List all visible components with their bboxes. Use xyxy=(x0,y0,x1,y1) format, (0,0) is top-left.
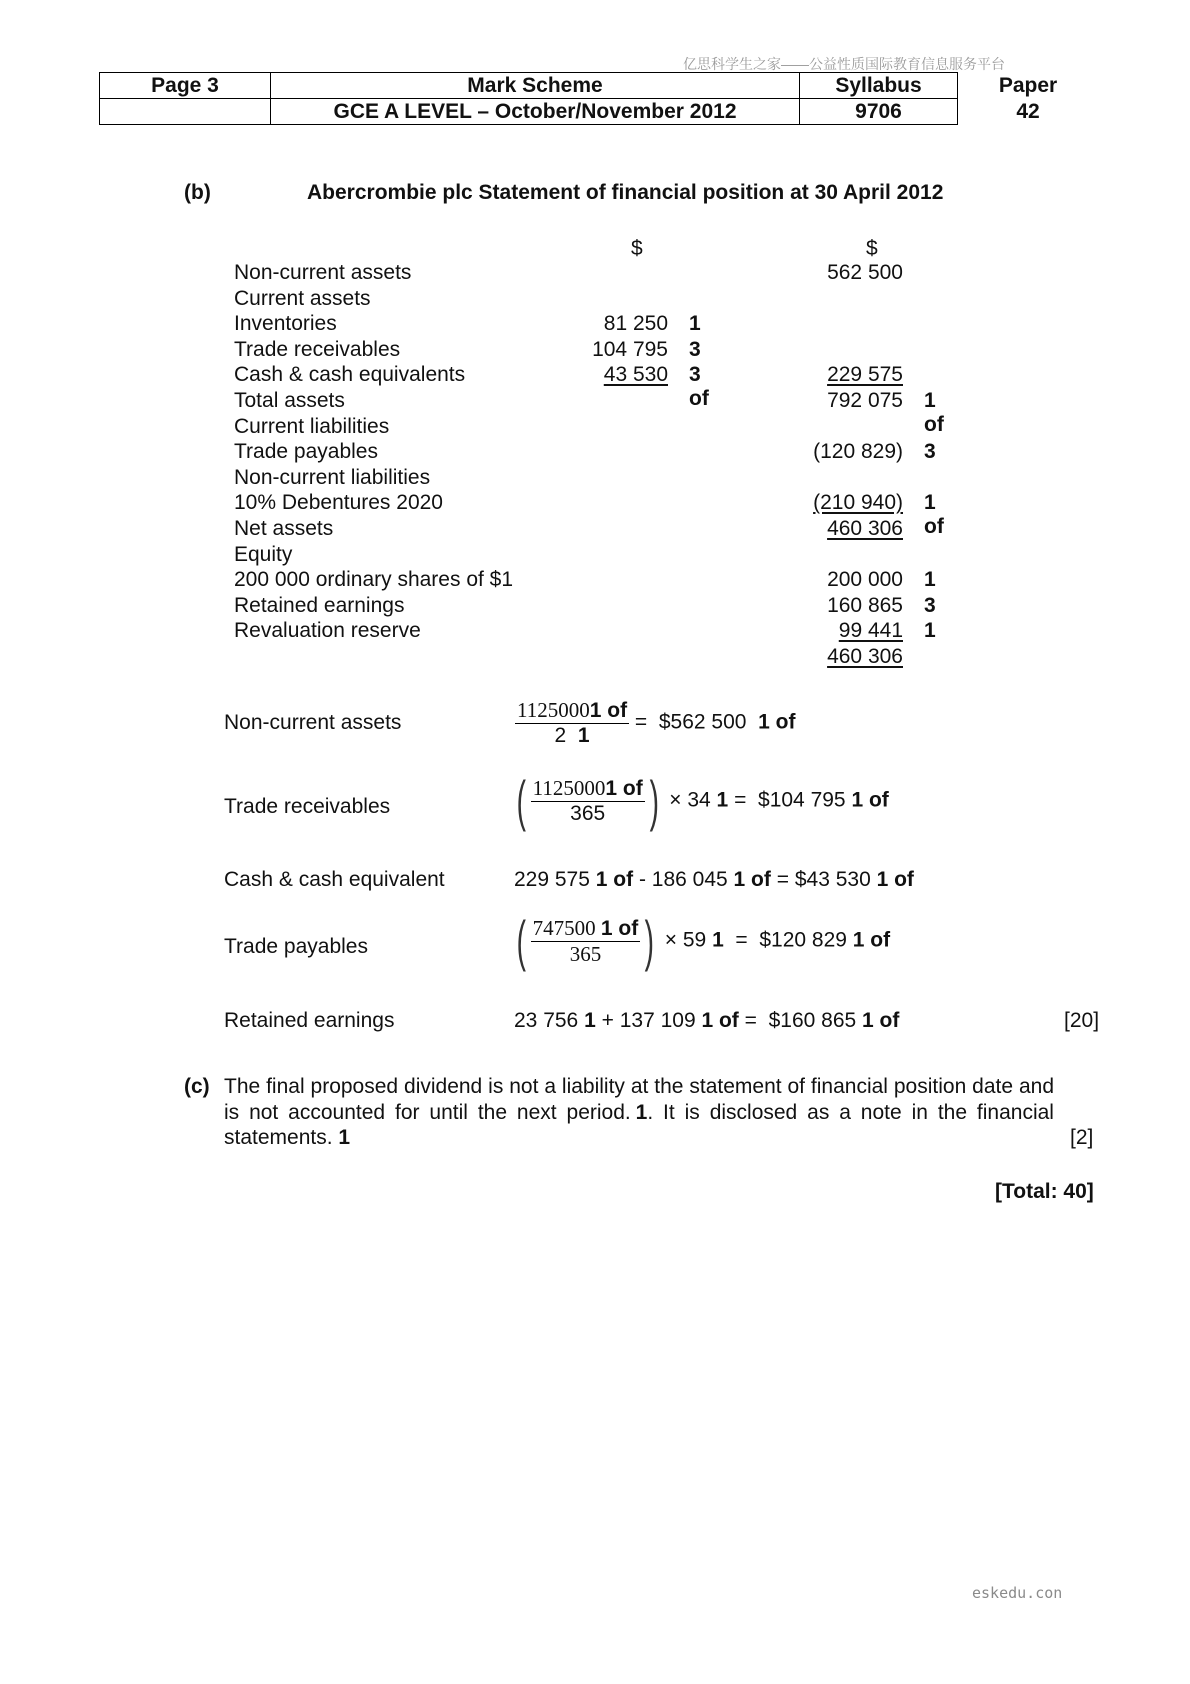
sofp-col2-value: 562 500 xyxy=(827,261,903,284)
tp-eq: = xyxy=(735,928,748,952)
working-nca-label: Non-current assets xyxy=(224,711,402,734)
sofp-row-label: Trade receivables xyxy=(234,337,401,361)
working-cash xyxy=(514,868,914,892)
header-empty-cell xyxy=(100,99,271,125)
sofp-col1-mark: 3 xyxy=(689,337,701,361)
tr-den: 365 xyxy=(570,802,606,825)
re-b-mark: 1 of xyxy=(701,1009,739,1032)
sofp-row-label: Cash & cash equivalents xyxy=(234,363,466,387)
watermark-bottom: eskedu.con xyxy=(972,1584,1063,1602)
sofp-col1-mark: 1 xyxy=(689,312,701,336)
sofp-col1-value: 104 795 xyxy=(592,337,668,361)
sofp-row-label: Non-current liabilities xyxy=(234,465,431,489)
tr-fraction xyxy=(531,776,645,826)
tr-eq: = xyxy=(734,788,747,812)
header-page: Page 3 xyxy=(100,73,271,99)
sofp-row-label: Current liabilities xyxy=(234,414,390,438)
working-nca xyxy=(515,698,795,748)
cash-result-mark: 1 of xyxy=(876,868,914,891)
cash-eq: = $43 530 xyxy=(776,868,871,891)
section-b-label: (b) xyxy=(184,181,211,204)
re-eq: = xyxy=(744,1009,757,1032)
tr-num: 1125000 xyxy=(532,776,606,800)
col2-header: $ xyxy=(866,237,878,260)
nca-num: 1125000 xyxy=(517,698,590,722)
sofp-col2-mark: 1 of xyxy=(924,388,944,436)
sofp-col2-value: (120 829) xyxy=(813,440,903,464)
working-re-label: Retained earnings xyxy=(224,1009,395,1032)
tr-mult: × 34 xyxy=(669,788,711,812)
tr-result: $104 795 xyxy=(758,788,846,812)
section-c-text xyxy=(224,1074,1054,1151)
nca-num-mark: 1 of xyxy=(589,699,628,722)
section-c-label: (c) xyxy=(184,1075,210,1098)
tp-mult: × 59 xyxy=(664,928,707,952)
sofp-col2-value: 200 000 xyxy=(827,568,903,592)
col1-header: $ xyxy=(631,237,643,260)
header-mark-scheme: Mark Scheme xyxy=(271,73,800,99)
tp-num: 747500 xyxy=(532,915,596,940)
section-c-mark1: 1 xyxy=(635,1100,648,1124)
watermark-top: 亿思科学生之家——公益性质国际教育信息服务平台 xyxy=(683,56,1005,72)
nca-eq: = xyxy=(634,710,648,734)
sofp-row-label: Retained earnings xyxy=(234,593,405,617)
tp-den: 365 xyxy=(569,941,602,966)
sofp-row-label: Total assets xyxy=(234,388,345,412)
re-result: $160 865 xyxy=(768,1009,857,1032)
sofp-col2-value: 229 575 xyxy=(827,363,903,387)
sofp-row-label: Non-current assets xyxy=(234,261,412,284)
sofp-col2-mark: 1 xyxy=(924,619,936,643)
sofp-col2-mark: 1 of xyxy=(924,491,944,539)
sofp-col2-mark: 1 xyxy=(924,568,936,592)
sofp-row-label: Net assets xyxy=(234,516,334,540)
tp-fraction xyxy=(531,916,641,967)
header-exam: GCE A LEVEL – October/November 2012 xyxy=(271,99,800,125)
sofp-col2-value: (210 940) xyxy=(813,491,903,515)
working-tp: ( $\frac{747500 1 of}{365}$ ) × 59 1 = $120 829 1 of xyxy=(516,909,891,972)
section-c-text2: . It is disclosed as a note in the financial statements. xyxy=(224,1100,1054,1149)
section-c-marks: [2] xyxy=(1070,1126,1094,1149)
sofp-row-label: 10% Debentures 2020 xyxy=(234,491,443,515)
cash-op: - 186 045 xyxy=(638,868,728,891)
section-c-text1: The final proposed dividend is not a liability at the statement of financial position date and is not accounted for until the next period. xyxy=(224,1075,1054,1124)
sofp-col2-value: 99 441 xyxy=(838,619,903,643)
sofp-col2-value: 792 075 xyxy=(827,388,903,412)
sofp-row-label: Trade payables xyxy=(234,440,378,464)
sofp-row-label: Equity xyxy=(234,542,293,566)
nca-result-mark: 1 of xyxy=(758,710,796,734)
re-op: + 137 109 xyxy=(601,1009,696,1032)
sofp-col1-value: 81 250 xyxy=(603,312,668,336)
cash-b-mark: 1 of xyxy=(733,868,771,891)
tp-result-mark: 1 of xyxy=(852,928,891,952)
tr-mult-mark: 1 xyxy=(716,788,729,812)
working-tr-label: Trade receivables xyxy=(224,795,391,818)
section-b-marks: [20] xyxy=(1064,1009,1100,1032)
sofp-row-label: Revaluation reserve xyxy=(234,619,421,643)
header-paper: Paper xyxy=(958,73,1099,99)
sofp-col2-value: 460 306 xyxy=(827,516,903,540)
total-marks: [Total: 40] xyxy=(995,1180,1094,1203)
working-re xyxy=(514,1009,899,1033)
header-paper-no: 42 xyxy=(958,99,1099,125)
header-syllabus: Syllabus xyxy=(800,73,958,99)
sofp-row-label: Current assets xyxy=(234,286,371,310)
tp-mult-mark: 1 xyxy=(712,928,724,952)
tr-num-mark: 1 of xyxy=(605,777,643,800)
tp-num-mark: 1 of xyxy=(600,916,639,940)
re-result-mark: 1 of xyxy=(862,1009,900,1032)
cash-a: 229 575 xyxy=(514,868,590,891)
nca-fraction xyxy=(515,698,629,748)
re-a: 23 756 xyxy=(514,1009,579,1032)
sofp-col2-value: 460 306 xyxy=(827,644,903,668)
sofp-col2-value: 160 865 xyxy=(827,593,903,617)
tr-result-mark: 1 of xyxy=(851,788,889,812)
header-syllabus-code: 9706 xyxy=(800,99,958,125)
nca-result: $562 500 xyxy=(658,710,747,734)
working-tr: ( $\frac{11250001 of}{365}$ ) × 34 1 = $104 795 1 of xyxy=(516,769,889,832)
cash-a-mark: 1 of xyxy=(595,868,634,891)
re-a-mark: 1 xyxy=(584,1009,596,1032)
working-cash-label: Cash & cash equivalent xyxy=(224,868,445,891)
working-tp-label: Trade payables xyxy=(224,935,368,958)
section-c-mark2: 1 xyxy=(338,1126,351,1149)
header-table xyxy=(99,72,1098,125)
sofp-col1-value: 43 530 xyxy=(603,363,668,387)
nca-den: 2 xyxy=(554,724,567,747)
nca-den-mark: 1 xyxy=(577,724,590,747)
section-b-title: Abercrombie plc Statement of financial position at 30 April 2012 xyxy=(307,181,944,204)
sofp-row-label: 200 000 ordinary shares of $1 xyxy=(234,568,514,592)
tp-result: $120 829 xyxy=(759,928,847,952)
sofp-col2-mark: 3 xyxy=(924,593,936,617)
sofp-col1-mark: 3 of xyxy=(689,363,709,411)
sofp-col2-mark: 3 xyxy=(924,440,936,464)
sofp-row-label: Inventories xyxy=(234,312,337,336)
